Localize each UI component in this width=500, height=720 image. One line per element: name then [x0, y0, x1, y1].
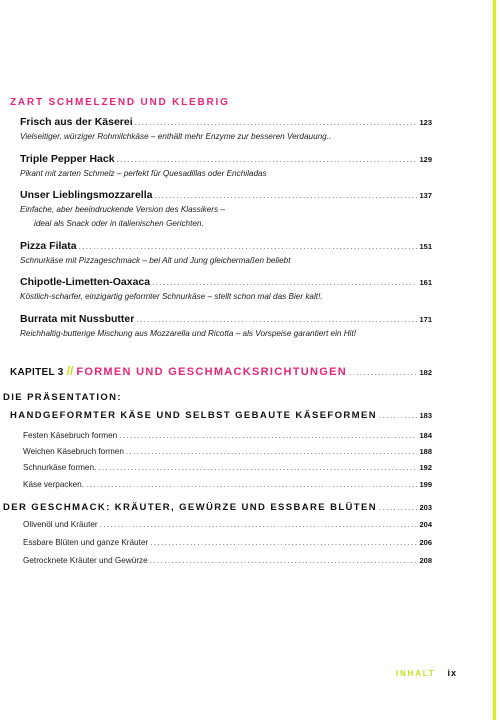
subsection-heading: [3, 392, 432, 403]
entry-title: Triple Pepper Hack: [20, 153, 115, 165]
dot-leader: [379, 503, 417, 512]
entry-page: 137: [419, 191, 432, 200]
entry-description-continued: ideal als Snack oder in italienischen Gerichten.: [34, 218, 204, 228]
toc-item[interactable]: [23, 447, 432, 456]
item-page: 208: [419, 556, 432, 565]
entry-description: Reichhaltig-butterige Mischung aus Mozzarella und Ricotta – als Vorspeise garantiert ein Hit!: [20, 329, 357, 338]
toc-entry[interactable]: [20, 153, 432, 181]
dot-leader: [86, 480, 417, 489]
page-footer: [396, 668, 457, 678]
dot-leader: [150, 556, 418, 565]
toc-entry-line: [20, 276, 432, 288]
toc-item[interactable]: [23, 480, 432, 489]
item-page: 184: [419, 431, 432, 440]
toc-entry-line: [20, 240, 432, 252]
subheading-page: 183: [419, 411, 432, 420]
chapter-page: 182: [419, 368, 432, 377]
toc-entry-line: [20, 153, 432, 165]
item-page: 199: [419, 480, 432, 489]
dot-leader: [154, 191, 417, 200]
entry-title: Unser Lieblingsmozzarella: [20, 189, 153, 201]
item-page: 206: [419, 538, 432, 547]
toc-item[interactable]: [23, 431, 432, 440]
dot-leader: [126, 447, 418, 456]
dot-leader: [98, 463, 417, 472]
entry-title: Frisch aus der Käserei: [20, 116, 133, 128]
entry-title: Chipotle-Limetten-Oaxaca: [20, 276, 151, 288]
entry-description: Köstlich-scharfer, einzigartig geformter Schnurkäse – stellt schon mal das Bier kalt!.: [20, 292, 323, 301]
entry-title: Pizza Filata: [20, 240, 77, 252]
item-title: Getrocknete Kräuter und Gewürze: [23, 556, 148, 565]
subheading-title: DER GESCHMACK: KRÄUTER, GEWÜRZE UND ESSBARE BLÜTEN: [3, 502, 378, 513]
toc-entry[interactable]: [20, 276, 432, 304]
item-title: Festen Käsebruch formen: [23, 431, 118, 440]
footer-label: INHALT: [396, 669, 436, 678]
subheading-page: 203: [419, 503, 432, 512]
section-heading: ZART SCHMELZEND UND KLEBRIG: [10, 97, 230, 108]
toc-item[interactable]: [23, 520, 432, 529]
dot-leader: [100, 520, 418, 529]
toc-entry[interactable]: [20, 116, 432, 144]
item-title: Olivenöl und Kräuter: [23, 520, 98, 529]
entry-description: Vielseitiger, würziger Rohmilchkäse – enthält mehr Enzyme zur besseren Verdauung..: [20, 132, 332, 141]
toc-entry-line: [20, 189, 432, 201]
dot-leader: [136, 315, 417, 324]
item-page: 188: [419, 447, 432, 456]
dot-leader: [152, 278, 417, 287]
entry-description: Einfache, aber beeindruckende Version des Klassikers –: [20, 205, 225, 214]
toc-item[interactable]: [23, 538, 432, 547]
subheading-title: HANDGEFORMTER KÄSE UND SELBST GEBAUTE KÄSEFORMEN: [10, 410, 377, 421]
dot-leader: [349, 368, 417, 377]
toc-entry[interactable]: [20, 313, 432, 341]
chapter-heading[interactable]: [10, 364, 432, 378]
toc-item[interactable]: [23, 463, 432, 472]
dot-leader: [379, 411, 417, 420]
dot-leader: [117, 155, 418, 164]
dot-leader: [79, 242, 418, 251]
item-title: Schnurkäse formen.: [23, 463, 97, 472]
item-title: Käse verpacken.: [23, 480, 84, 489]
chapter-title: FORMEN UND GESCHMACKSRICHTUNGEN: [76, 366, 347, 378]
toc-subheading[interactable]: [3, 502, 432, 513]
entry-page: 171: [419, 315, 432, 324]
dot-leader: [119, 431, 417, 440]
toc-entry[interactable]: [20, 189, 432, 230]
entry-title: Burrata mit Nussbutter: [20, 313, 135, 325]
dot-leader: [150, 538, 417, 547]
item-page: 192: [419, 463, 432, 472]
subsection-title: DIE PRÄSENTATION:: [3, 392, 122, 403]
chapter-label: KAPITEL 3: [10, 367, 64, 378]
entry-page: 161: [419, 278, 432, 287]
chapter-slash: //: [66, 364, 74, 378]
toc-entry-line: [20, 313, 432, 325]
entry-page: 151: [419, 242, 432, 251]
entry-page: 129: [419, 155, 432, 164]
page-number: ix: [447, 668, 458, 678]
entry-description: Pikant mit zarten Schmelz – perfekt für Quesadillas oder Enchiladas: [20, 169, 267, 178]
entry-page: 123: [419, 118, 432, 127]
toc-entry[interactable]: [20, 240, 432, 268]
toc-item[interactable]: [23, 556, 432, 565]
item-title: Essbare Blüten und ganze Kräuter: [23, 538, 149, 547]
item-page: 204: [419, 520, 432, 529]
toc-entry-line: [20, 116, 432, 128]
dot-leader: [135, 118, 418, 127]
toc-subheading[interactable]: [10, 410, 432, 421]
entry-description: Schnurkäse mit Pizzageschmack – bei Alt und Jung gleichermaßen beliebt: [20, 256, 291, 265]
item-title: Weichen Käsebruch formen: [23, 447, 124, 456]
